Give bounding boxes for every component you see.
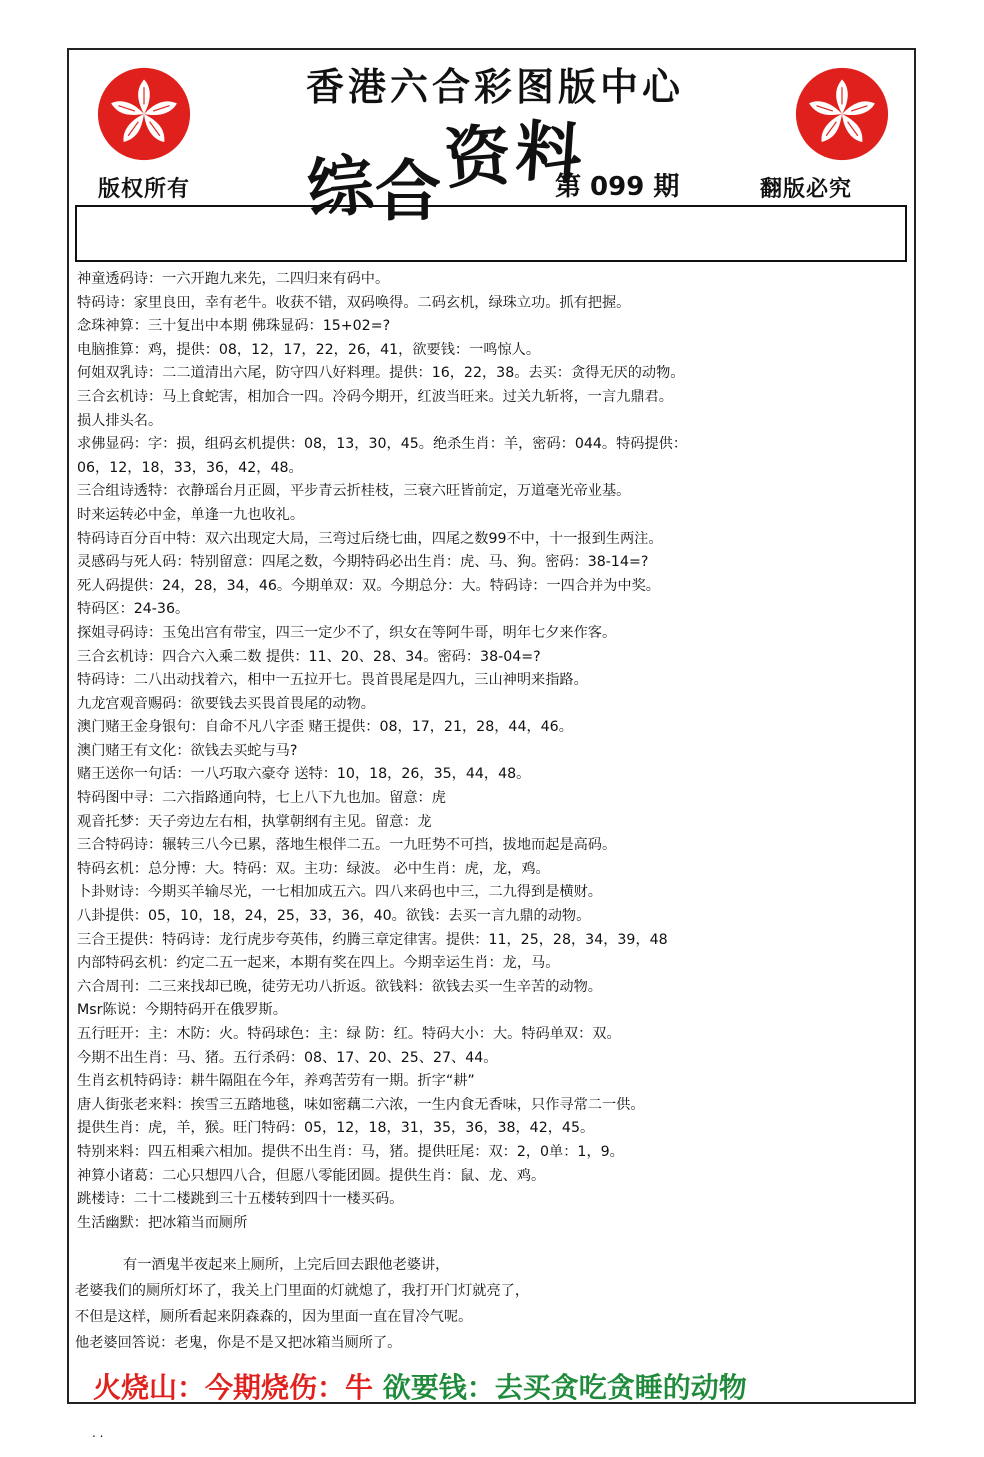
joke-line: 老婆我们的厕所灯坏了，我关上门里面的灯就熄了，我打开门灯就亮了， [75, 1283, 530, 1299]
content-line: 损人排头名。 [77, 412, 163, 429]
piracy-warning-label: 翻版必究 [760, 177, 853, 202]
content-line: 三合特码诗：辗转三八今已累，落地生根伴二五。一九旺势不可挡，拔地而起是高码。 [77, 837, 617, 854]
content-line: 生活幽默：把冰箱当而厕所 [77, 1214, 248, 1231]
empty-banner-box [75, 205, 907, 262]
big-title-char: 资 [441, 115, 518, 199]
content-line: 电脑推算：鸡，提供：08，12，17，22，26，41，欲要钱：一鸣惊人。 [77, 341, 541, 358]
content-line: 三合王提供：特码诗：龙行虎步夸英伟，约腾三章定律害。提供：11，25，28，34，39，48 [77, 931, 668, 948]
content-line: 特码玄机：总分博：大。特码：双。主功：绿波。 必中生肖：虎，龙，鸡。 [77, 860, 550, 877]
content-line: 特码区：24-36。 [77, 601, 190, 618]
content-line: 生肖玄机特码诗：耕牛隔阻在今年，养鸡苦劳有一期。折字“耕” [77, 1073, 475, 1090]
content-line: 探姐寻码诗：玉兔出宫有带宝，四三一定少不了，织女在等阿牛哥，明年七夕来作客。 [77, 624, 617, 641]
joke-line: 有一酒鬼半夜起来上厕所，上完后回去跟他老婆讲， [123, 1257, 450, 1273]
footer-red-text: 火烧山：今期烧伤：牛 [93, 1371, 374, 1404]
bauhinia-flower-icon [96, 66, 192, 162]
content-line: 特码诗：家里良田，幸有老牛。收获不错，双码唤得。二码玄机，绿珠立功。抓有把握。 [77, 294, 631, 311]
footer-tip [93, 1366, 747, 1406]
content-line: 06，12，18，33，36，42，48。 [77, 459, 303, 476]
content-line: 三合玄机诗：马上食蛇害，相加合一四。冷码今期开，红波当旺来。过关九斩将，一言九鼎君。 [77, 388, 673, 405]
content-line: 神算小诸葛：二心只想四八合，但愿八零能团圆。提供生肖：鼠、龙、鸡。 [77, 1167, 546, 1184]
header-title: 香港六合彩图版中心 [305, 64, 684, 109]
content-line: 内部特码玄机：约定二五一起来，本期有奖在四上。今期幸运生肖：龙，马。 [77, 955, 560, 972]
content-line: 澳门赌王有文化：欲钱去买蛇与马? [77, 742, 298, 759]
content-line: 今期不出生肖：马、猪。五行杀码：08、17、20、25、27、44。 [77, 1049, 498, 1066]
content-line: 时来运转必中金，单逢一九也收礼。 [77, 506, 305, 523]
page-marks: . . [92, 1426, 104, 1440]
content-line: 灵感码与死人码：特别留意：四尾之数，今期特码必出生肖：虎、马、狗。密码：38-14=? [77, 554, 649, 571]
joke-section [75, 1252, 905, 1356]
footer-green-text: 欲要钱：去买贪吃贪睡的动物 [382, 1371, 747, 1404]
bauhinia-flower-icon [794, 66, 890, 162]
content-line: 念珠神算：三十复出中本期 佛珠显码：15+02=? [77, 318, 391, 335]
content-line: 求佛显码：字：损，组码玄机提供：08，13，30，45。绝杀生肖：羊，密码：044。特码提供： [77, 436, 688, 453]
content-line: 六合周刊：二三来找却已晚，徒劳无功八折返。欲钱料：欲钱去买一生辛苦的动物。 [77, 978, 602, 995]
content-line: 死人码提供：24，28，34，46。今期单双：双。今期总分：大。特码诗：一四合并为中奖。 [77, 577, 660, 594]
big-title-char: 合 [375, 152, 445, 230]
content-line: 特码图中寻：二六指路通向特，七上八下九也加。留意：虎 [77, 790, 446, 807]
content-line: 提供生肖：虎，羊，猴。旺门特码：05，12，18，31，35，36，38，42，45。 [77, 1120, 595, 1137]
joke-line: 不但是这样，厕所看起来阴森森的，因为里面一直在冒冷气呢。 [75, 1309, 473, 1325]
content-line: 八卦提供：05，10，18，24，25，33，36，40。欲钱：去买一言九鼎的动物。 [77, 908, 591, 925]
content-line: 观音托梦：天子旁边左右相，执掌朝纲有主见。留意：龙 [77, 813, 432, 830]
content-line: 五行旺开：主：木防：火。特码球色：主：绿 防：红。特码大小：大。特码单双：双。 [77, 1026, 621, 1042]
content-line: 神童透码诗：一六开跑九来先，二四归来有码中。 [77, 271, 390, 287]
content-line: 三合玄机诗：四合六入乘二数 提供：11、20、28、34。密码：38-04=? [77, 648, 541, 665]
content-line: 跳楼诗：二十二楼跳到三十五楼转到四十一楼买码。 [77, 1191, 404, 1208]
content-line: 特码诗：二八出动找着六，相中一五拉开七。畏首畏尾是四九，三山神明来指路。 [77, 672, 588, 689]
content-line: 唐人街张老来料：挨雪三五踏地毯，味如密藕二六浓，一生内食无香味，只作寻常二一供。 [77, 1096, 645, 1113]
issue-number: 第 099 期 [555, 172, 680, 202]
content-line: 特码诗百分百中特：双六出现定大局，三弯过后绕七曲，四尾之数99不中，十一报到生两注。 [77, 530, 663, 547]
joke-line: 他老婆回答说：老鬼，你是不是又把冰箱当厕所了。 [75, 1335, 402, 1351]
content-line: 三合组诗透特：衣静瑶台月正圆，平步青云折桂枝，三衰六旺皆前定，万道毫光帝业基。 [77, 483, 631, 500]
content-line: 特别来料：四五相乘六相加。提供不出生肖：马，猪。提供旺尾：双：2，0单：1，9。 [77, 1143, 624, 1160]
content-line: 何姐双乳诗：二二道清出六尾，防守四八好料理。提供：16，22，38。去买：贪得无厌的动物。 [77, 365, 685, 382]
content-line: Msr陈说：今期特码开在俄罗斯。 [77, 1002, 287, 1019]
content-line: 九龙宫观音赐码：欲要钱去买畏首畏尾的动物。 [77, 695, 375, 712]
content-line: 赌王送你一句话：一八巧取六豪夺 送特：10，18，26，35，44，48。 [77, 766, 531, 783]
content-line: 卜卦财诗：今期买羊输尽光，一七相加成五六。四八来码也中三，二九得到是横财。 [77, 884, 602, 901]
content-list [77, 268, 911, 1235]
big-title [303, 111, 589, 230]
content-line: 澳门赌王金身银句：自命不凡八字歪 赌王提供：08，17，21，28，44，46。 [77, 719, 573, 736]
big-title-char: 综 [303, 144, 382, 230]
big-title-char: 料 [513, 111, 589, 195]
copyright-label: 版权所有 [98, 177, 191, 202]
